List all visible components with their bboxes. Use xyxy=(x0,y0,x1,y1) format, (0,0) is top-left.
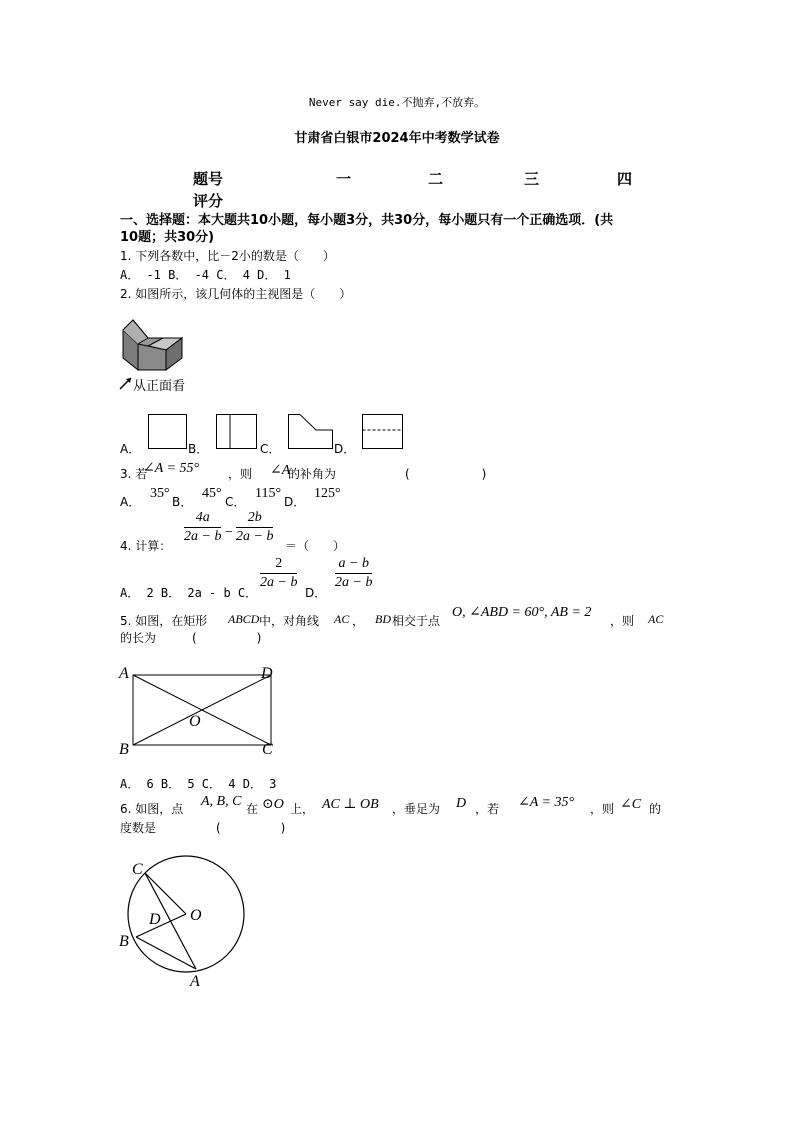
q5-diag1: AC xyxy=(334,612,350,626)
q6-line1-e: ，若 xyxy=(475,802,500,816)
q6-line2: 度数是 ( ) xyxy=(120,821,286,835)
q4-option-d-fraction xyxy=(335,556,372,591)
q6-label-b: B xyxy=(119,933,129,950)
motto: Never say die.不抛弃,不放弃。 xyxy=(308,96,486,109)
q3-opt-a-value: 35° xyxy=(150,486,170,501)
q5-diag2: BD xyxy=(375,612,391,626)
q3-prefix: 3. 若 xyxy=(120,467,148,481)
q5-label-d: D xyxy=(261,665,273,682)
q5-comma: ， xyxy=(352,614,365,628)
view-direction-arrow-icon xyxy=(118,375,134,391)
q5-target: AC xyxy=(648,612,664,626)
q3-opt-a-label: A． xyxy=(120,495,141,509)
q1-options: A． -1 B． -4 C． 4 D． 1 xyxy=(120,268,291,282)
q5-label-c: C xyxy=(262,741,273,758)
q6-angle: ∠A = 35° xyxy=(518,795,575,810)
q5-line1-d: ，则 xyxy=(610,614,635,628)
q5-line1-a: 5. 如图，在矩形 xyxy=(120,614,208,628)
q3-suffix: 的补角为 xyxy=(288,467,337,481)
q2-opt-d-label: D． xyxy=(334,442,356,456)
q3-opt-d-value: 125° xyxy=(314,486,341,501)
q6-points: A, B, C xyxy=(201,794,242,809)
score-table-col-header: 题号 xyxy=(193,170,224,188)
q3-opt-c-value: 115° xyxy=(255,486,282,501)
q4-optd-numerator: a − b xyxy=(335,556,372,574)
q5-rect-name: ABCD xyxy=(228,612,260,626)
q2-option-d-figure xyxy=(362,414,404,450)
score-table-row-header: 评分 xyxy=(193,192,224,210)
q4-minus: − xyxy=(225,525,233,540)
q3-opt-b-value: 45° xyxy=(202,486,222,501)
q4-frac1-numerator: 4a xyxy=(184,510,221,528)
q3-opt-b-label: B． xyxy=(172,495,193,509)
q4-options-ab: A． 2 B． 2a - b C． xyxy=(120,586,258,600)
q2-opt-b-label: B． xyxy=(188,442,209,456)
q6-foot: D xyxy=(456,796,467,811)
q5-condition: O, ∠ABD = 60°, AB = 2 xyxy=(452,605,592,620)
q4-fraction-2 xyxy=(236,510,273,545)
q4-fraction-1 xyxy=(184,510,221,545)
score-table-col-4: 四 xyxy=(617,170,633,188)
q6-label-d: D xyxy=(149,911,161,928)
q5-label-a: A xyxy=(119,665,129,682)
q5-line1-c: 相交于点 xyxy=(392,614,441,628)
score-table-col-1: 一 xyxy=(336,170,352,188)
q6-label-c: C xyxy=(132,861,143,878)
q3-angle2: ∠A xyxy=(270,463,291,478)
q4-opt-d-label: D． xyxy=(305,586,327,600)
q4-frac2-numerator: 2b xyxy=(236,510,273,528)
q2-stem: 2. 如图所示，该几何体的主视图是（ ） xyxy=(120,287,352,301)
score-table-col-3: 三 xyxy=(524,170,540,188)
q5-options: A． 6 B． 5 C． 4 D． 3 xyxy=(120,777,277,791)
page-title: 甘肃省白银市2024年中考数学试卷 xyxy=(294,131,500,146)
score-table-col-2: 二 xyxy=(428,170,444,188)
q4-frac1-denominator: 2a − b xyxy=(184,529,222,544)
q6-line1-f: ，则 xyxy=(590,802,615,816)
section-heading-line1: 一、选择题：本大题共10小题，每小题3分，共30分，每小题只有一个正确选项．(共 xyxy=(120,213,614,228)
q6-line1-c: 上， xyxy=(290,802,315,816)
q6-line1-a: 6. 如图，点 xyxy=(120,802,184,816)
q5-label-b: B xyxy=(119,741,129,758)
q6-label-a: A xyxy=(190,973,200,990)
q6-line1-b: 在 xyxy=(246,802,259,816)
q2-opt-a-label: A． xyxy=(120,442,141,456)
q4-optc-denominator: 2a − b xyxy=(260,575,298,590)
q3-angle: ∠A = 55° xyxy=(143,461,200,476)
q1-stem: 1. 下列各数中，比－2小的数是（ ） xyxy=(120,249,335,263)
q6-perp: AC ⊥ OB xyxy=(322,797,379,812)
q2-option-b-figure xyxy=(216,414,258,450)
q4-equals: ＝（ ） xyxy=(285,539,346,553)
q6-line1-g: 的 xyxy=(649,802,662,816)
q3-opt-d-label: D． xyxy=(284,495,306,509)
q4-frac2-denominator: 2a − b xyxy=(236,529,274,544)
q6-label-o: O xyxy=(190,907,202,924)
q5-rectangle-diagram xyxy=(116,660,286,760)
q5-line1-b: 中，对角线 xyxy=(259,614,320,628)
q5-line2: 的长为 ( ) xyxy=(120,631,262,645)
q6-line1-d: ，垂足为 xyxy=(392,802,441,816)
section-heading-line2: 10题；共30分) xyxy=(120,230,215,245)
q2-option-a-figure xyxy=(148,414,188,450)
q3-mid: ，则 xyxy=(228,467,253,481)
q6-circle: ⊙O xyxy=(262,797,284,812)
q4-optd-denominator: 2a − b xyxy=(335,575,373,590)
q2-option-c-figure xyxy=(288,414,334,450)
q3-paren: ( ) xyxy=(405,467,487,481)
q6-circle-diagram xyxy=(112,852,252,992)
q2-opt-c-label: C． xyxy=(260,442,281,456)
q6-target: ∠C xyxy=(620,797,642,812)
q4-optc-numerator: 2 xyxy=(260,556,297,574)
q4-prefix: 4. 计算： xyxy=(120,539,172,553)
q2-view-label: 从正面看 xyxy=(133,379,186,394)
q4-option-c-fraction xyxy=(260,556,297,591)
q3-opt-c-label: C． xyxy=(225,495,246,509)
q5-label-o: O xyxy=(189,713,201,730)
